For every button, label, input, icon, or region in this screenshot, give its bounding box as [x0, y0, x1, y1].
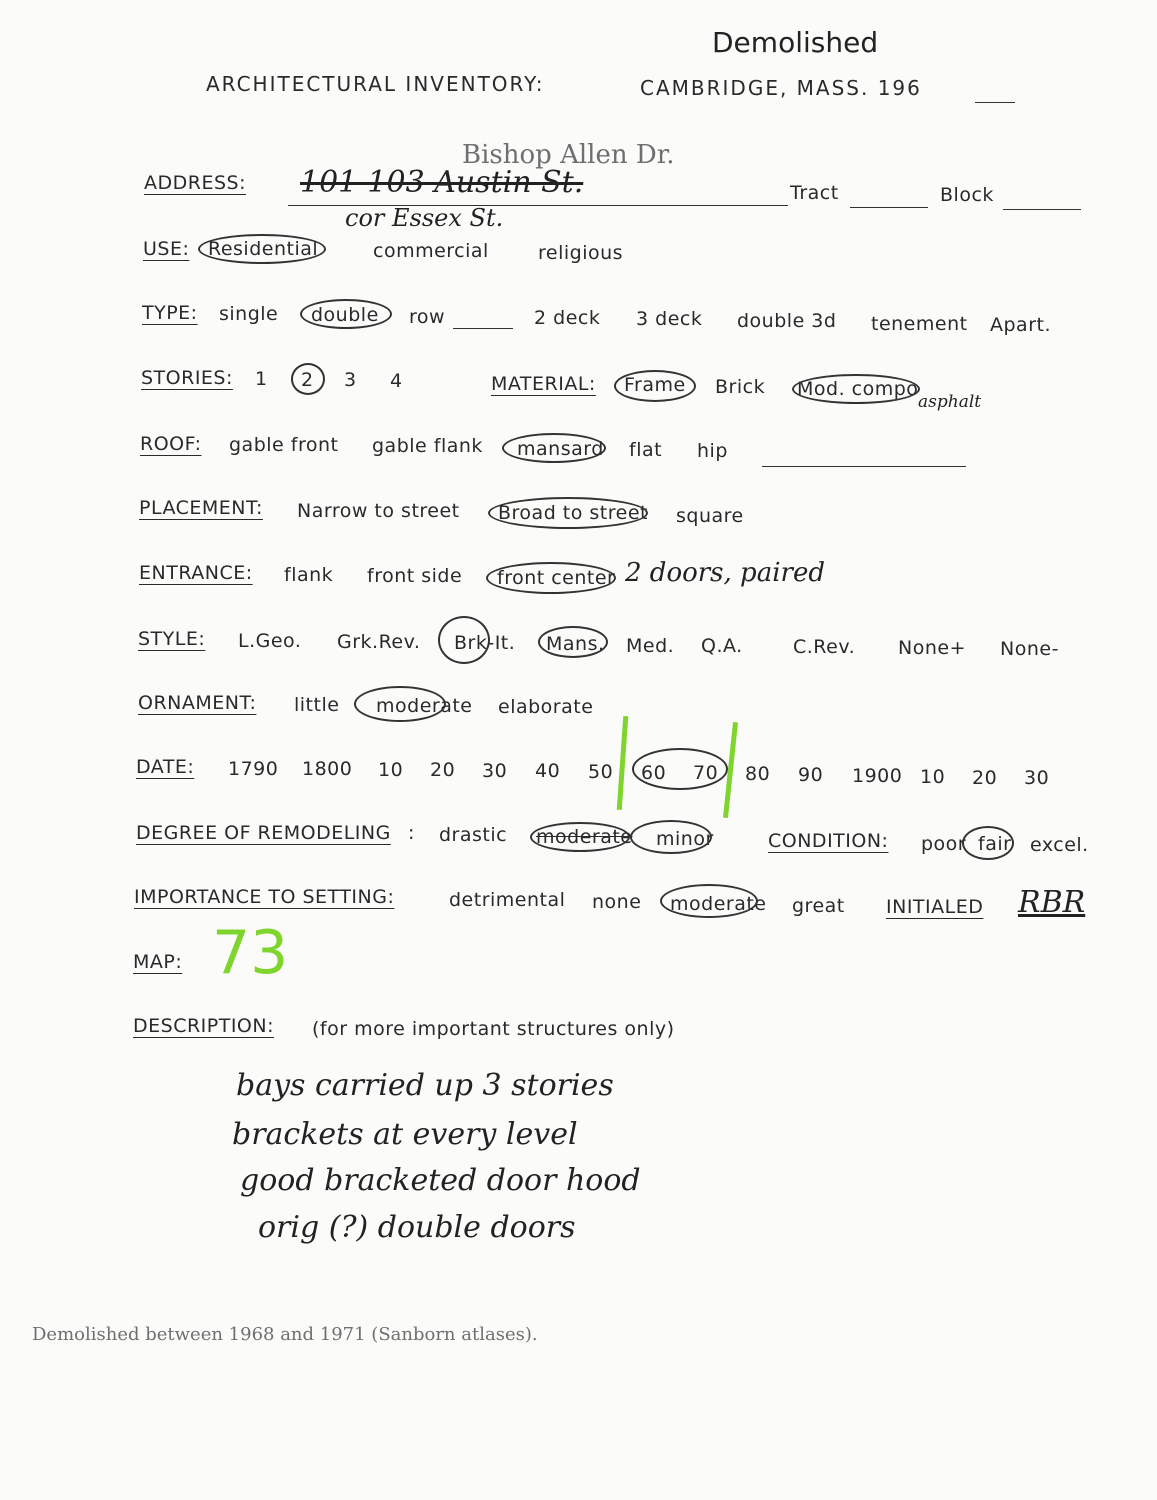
description-hint: (for more important structures only) — [312, 1018, 675, 1040]
importance-option: none — [592, 891, 642, 913]
type-option: single — [219, 303, 279, 325]
use-option-residential: Residential — [208, 238, 319, 260]
style-option: Brk-It. — [454, 632, 516, 654]
address-corner-note: cor Essex St. — [345, 204, 504, 232]
year-blank — [975, 102, 1015, 103]
condition-option: fair — [978, 833, 1012, 855]
tract-label: Tract — [790, 182, 839, 204]
type-blank — [453, 328, 513, 329]
date-option: 70 — [693, 762, 719, 784]
type-option: row — [409, 306, 446, 328]
importance-option: moderate — [670, 893, 767, 915]
style-option: L.Geo. — [238, 630, 302, 652]
form-location: CAMBRIDGE, MASS. 196 — [640, 76, 922, 100]
ornament-option: elaborate — [498, 696, 594, 718]
placement-label: PLACEMENT: — [139, 497, 263, 519]
material-option: Mod. compo — [797, 378, 919, 400]
style-option: Q.A. — [701, 635, 743, 657]
use-option-commercial: commercial — [373, 240, 489, 262]
roof-option: gable front — [229, 434, 339, 456]
stories-option: 4 — [390, 370, 403, 392]
block-label: Block — [940, 184, 994, 206]
footer-note: Demolished between 1968 and 1971 (Sanborn atlases). — [32, 1324, 538, 1345]
selection-circle — [354, 686, 446, 722]
roof-option: mansard — [517, 438, 604, 460]
stories-option: 3 — [344, 369, 357, 391]
remodeling-colon: : — [408, 822, 415, 844]
entrance-option: flank — [284, 564, 334, 586]
importance-option: great — [792, 895, 845, 917]
selection-circle — [614, 370, 696, 402]
description-line: orig (?) double doors — [258, 1210, 576, 1245]
date-option: 60 — [641, 762, 667, 784]
selection-circle — [630, 820, 712, 854]
description-line: bays carried up 3 stories — [236, 1068, 614, 1103]
selection-circle — [291, 363, 325, 395]
selection-circle — [502, 433, 606, 463]
date-option: 50 — [588, 761, 614, 783]
selection-circle — [486, 562, 616, 594]
style-label: STYLE: — [138, 628, 206, 650]
date-option: 20 — [430, 759, 456, 781]
placement-option: Broad to street — [498, 502, 648, 524]
style-option: None+ — [898, 637, 966, 659]
selection-circle — [198, 234, 326, 264]
style-option: Med. — [626, 635, 675, 657]
initialed-value: RBR — [1018, 885, 1086, 920]
roof-label: ROOF: — [140, 433, 202, 455]
type-option: double 3d — [737, 310, 837, 332]
type-option: tenement — [871, 313, 968, 335]
description-label: DESCRIPTION: — [133, 1015, 275, 1037]
placement-option: square — [676, 505, 744, 527]
use-label: USE: — [143, 238, 190, 260]
entrance-label: ENTRANCE: — [139, 562, 253, 584]
type-label: TYPE: — [142, 302, 198, 324]
remodeling-option: drastic — [439, 824, 508, 846]
description-line: good bracketed door hood — [240, 1163, 641, 1198]
style-option: C.Rev. — [793, 636, 856, 658]
selection-circle — [488, 497, 648, 529]
date-option: 10 — [378, 759, 404, 781]
type-option: 2 deck — [534, 307, 601, 329]
stories-option: 1 — [255, 368, 268, 390]
style-option: Grk.Rev. — [337, 631, 421, 653]
condition-option: excel. — [1030, 834, 1089, 856]
date-option: 80 — [745, 763, 771, 785]
roof-option: gable flank — [372, 435, 483, 457]
material-label: MATERIAL: — [491, 373, 596, 395]
condition-option: poor — [921, 833, 967, 855]
selection-circle — [538, 626, 608, 658]
map-label: MAP: — [133, 951, 183, 973]
material-option: Frame — [624, 374, 686, 396]
selection-circle — [300, 299, 392, 329]
date-label: DATE: — [136, 756, 195, 778]
roof-blank — [762, 466, 966, 467]
stories-label: STORIES: — [141, 367, 233, 389]
tract-blank — [850, 207, 928, 208]
type-option: 3 deck — [636, 308, 703, 330]
placement-option: Narrow to street — [297, 500, 460, 522]
selection-circle — [660, 884, 758, 918]
demolished-stamp: Demolished — [712, 26, 879, 59]
entrance-note: 2 doors, paired — [625, 558, 825, 588]
address-value: 101-103 Austin St. — [300, 165, 584, 200]
selection-circle — [438, 616, 490, 664]
material-note: asphalt — [918, 392, 982, 412]
remodeling-option-crossed: moderate — [536, 826, 633, 848]
date-option: 30 — [482, 760, 508, 782]
date-option: 1900 — [852, 765, 903, 787]
ornament-option: moderate — [376, 695, 473, 717]
green-bracket-left — [617, 716, 629, 810]
roof-option: hip — [697, 440, 728, 462]
ornament-option: little — [294, 694, 340, 716]
address-correction: Bishop Allen Dr. — [462, 140, 675, 170]
style-option: Mans. — [546, 633, 605, 655]
ornament-label: ORNAMENT: — [138, 692, 257, 714]
use-option-religious: religious — [538, 242, 624, 264]
entrance-option: front center — [497, 567, 616, 589]
remodeling-label: DEGREE OF REMODELING — [136, 822, 391, 844]
remodeling-option: minor — [656, 828, 714, 850]
initialed-label: INITIALED — [886, 896, 984, 918]
date-option: 1790 — [228, 758, 279, 780]
address-label: ADDRESS: — [144, 172, 246, 194]
importance-label: IMPORTANCE TO SETTING: — [134, 886, 395, 908]
material-option: Brick — [715, 376, 766, 398]
block-blank — [1003, 209, 1081, 210]
date-option: 10 — [920, 766, 946, 788]
date-option: 20 — [972, 767, 998, 789]
description-line: brackets at every level — [232, 1117, 578, 1152]
date-option: 40 — [535, 760, 561, 782]
map-number: 73 — [212, 918, 289, 988]
condition-label: CONDITION: — [768, 830, 889, 852]
selection-circle — [530, 822, 633, 852]
selection-circle — [792, 374, 920, 404]
style-option: None- — [1000, 638, 1059, 660]
importance-option: detrimental — [449, 889, 566, 911]
entrance-option: front side — [367, 565, 463, 587]
selection-circle — [962, 826, 1014, 860]
date-option: 90 — [798, 764, 824, 786]
date-option: 1800 — [302, 758, 353, 780]
type-option: Apart. — [990, 314, 1052, 336]
stories-option: 2 — [301, 369, 314, 391]
date-option: 30 — [1024, 767, 1050, 789]
type-option: double — [311, 304, 379, 326]
form-title: ARCHITECTURAL INVENTORY: — [206, 72, 545, 96]
roof-option: flat — [629, 439, 663, 461]
